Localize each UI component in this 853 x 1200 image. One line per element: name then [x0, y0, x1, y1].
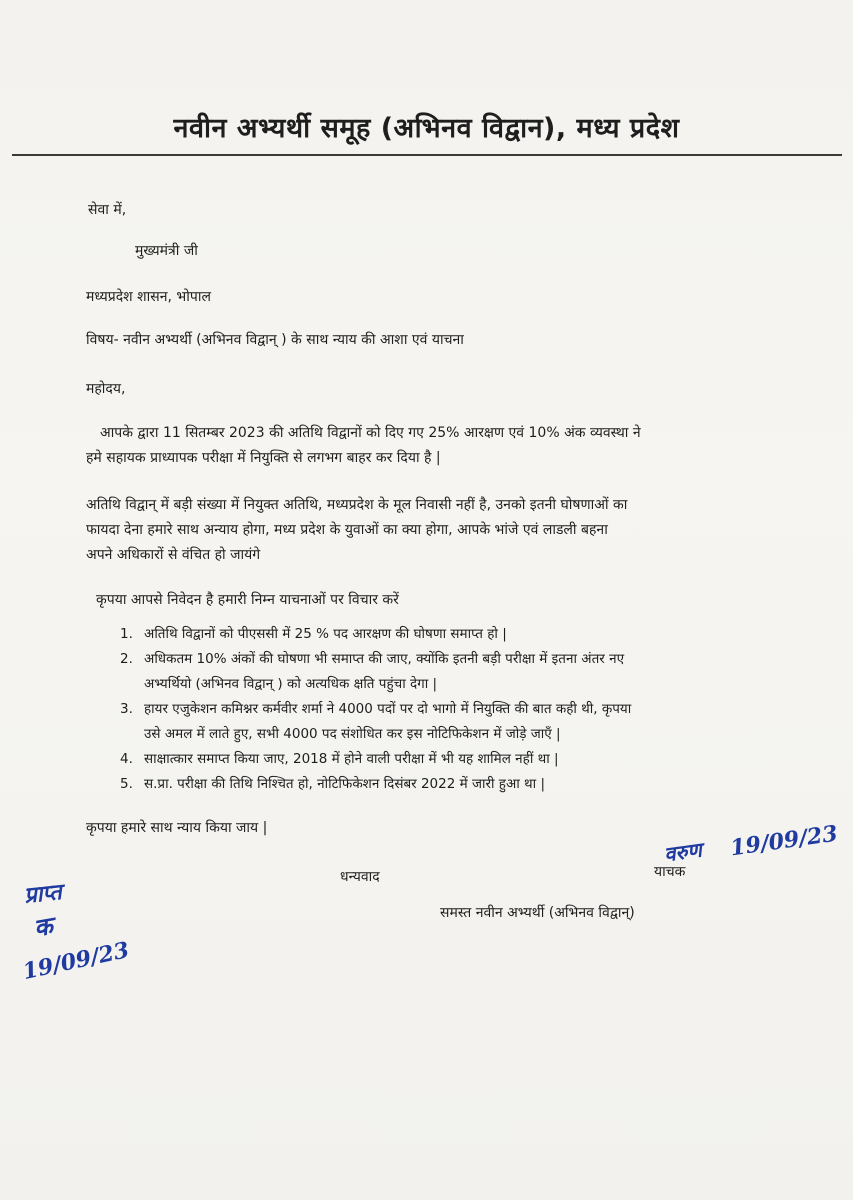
signatory-name: समस्त नवीन अभ्यर्थी (अभिनव विद्वान्)	[440, 905, 635, 921]
request-number: 2.	[120, 651, 133, 667]
request-text-continued: उसे अमल में लाते हुए, सभी 4000 पद संशोधित कर इस नोटिफिकेशन में जोड़े जाएँ |	[144, 726, 561, 742]
handwritten-received-mark: प्राप्त	[22, 879, 63, 909]
request-number: 4.	[120, 751, 133, 767]
request-number: 3.	[120, 701, 133, 717]
request-text: स.प्रा. परीक्षा की तिथि निश्चित हो, नोटिफिकेशन दिसंबर 2022 में जारी हुआ था |	[144, 776, 546, 792]
paragraph-1	[86, 421, 740, 471]
request-text: अतिथि विद्वानों को पीएससी में 25 % पद आरक्षण की घोषणा समाप्त हो |	[144, 626, 507, 642]
paragraph-2	[86, 493, 746, 568]
salutation: महोदय,	[86, 381, 126, 397]
petitioner-label: याचक	[654, 864, 686, 880]
request-text-continued: अभ्यर्थियो (अभिनव विद्वान् ) को अत्यधिक क्षति पहुंचा देगा |	[144, 676, 438, 692]
handwritten-sign-date: 19/09/23	[728, 820, 840, 862]
request-item	[84, 747, 704, 772]
paragraph-1-line: आपके द्वारा 11 सितम्बर 2023 की अतिथि विद्वानों को दिए गए 25% आरक्षण एवं 10% अंक व्यवस्था ने	[100, 425, 641, 441]
request-intro: कृपया आपसे निवेदन है हमारी निम्न याचनाओं पर विचार करें	[96, 592, 399, 608]
letterhead-title: नवीन अभ्यर्थी समूह (अभिनव विद्वान), मध्य प्रदेश	[173, 113, 680, 144]
request-list	[84, 622, 704, 797]
request-text: साक्षात्कार समाप्त किया जाए, 2018 में होने वाली परीक्षा में भी यह शामिल नहीं था |	[144, 751, 559, 767]
request-item	[84, 697, 704, 747]
paragraph-1-line: हमे सहायक प्राध्यापक परीक्षा में नियुक्ति से लगभग बाहर कर दिया है |	[86, 450, 441, 466]
thanks-text: धन्यवाद	[340, 869, 380, 885]
handwritten-signature: वरुण	[662, 837, 704, 867]
request-text: हायर एजुकेशन कमिश्नर कर्मवीर शर्मा ने 4000 पदों पर दो भागो में नियुक्ति की बात कही थी, कृपया	[144, 701, 632, 717]
request-item	[84, 622, 704, 647]
request-number: 1.	[120, 626, 133, 642]
request-number: 5.	[120, 776, 133, 792]
recipient-name: मुख्यमंत्री जी	[135, 243, 198, 259]
handwritten-received-date: 19/09/23	[20, 937, 132, 985]
paragraph-2-line: फायदा देना हमारे साथ अन्याय होगा, मध्य प्रदेश के युवाओं का क्या होगा, आपके भांजे एवं लाडली बहना	[86, 522, 608, 538]
letterhead-divider	[12, 154, 842, 156]
paragraph-2-line: अपने अधिकारों से वंचित हो जायंगे	[86, 547, 261, 563]
subject-line: विषय- नवीन अभ्यर्थी (अभिनव विद्वान् ) के साथ न्याय की आशा एवं याचना	[86, 332, 464, 348]
request-text: अधिकतम 10% अंकों की घोषणा भी समाप्त की जाए, क्योंकि इतनी बड़ी परीक्षा में इतना अंतर नए	[144, 651, 625, 667]
handwritten-initials: क	[31, 910, 55, 943]
recipient-office: मध्यप्रदेश शासन, भोपाल	[86, 289, 211, 305]
request-item	[84, 772, 704, 797]
recipient-salutation: सेवा में,	[88, 202, 127, 218]
closing-line: कृपया हमारे साथ न्याय किया जाय |	[86, 820, 268, 836]
request-item	[84, 647, 704, 697]
paragraph-2-line: अतिथि विद्वान् में बड़ी संख्या में नियुक्त अतिथि, मध्यप्रदेश के मूल निवासी नहीं है, उनको इतनी घोषणाओं का	[86, 497, 628, 513]
